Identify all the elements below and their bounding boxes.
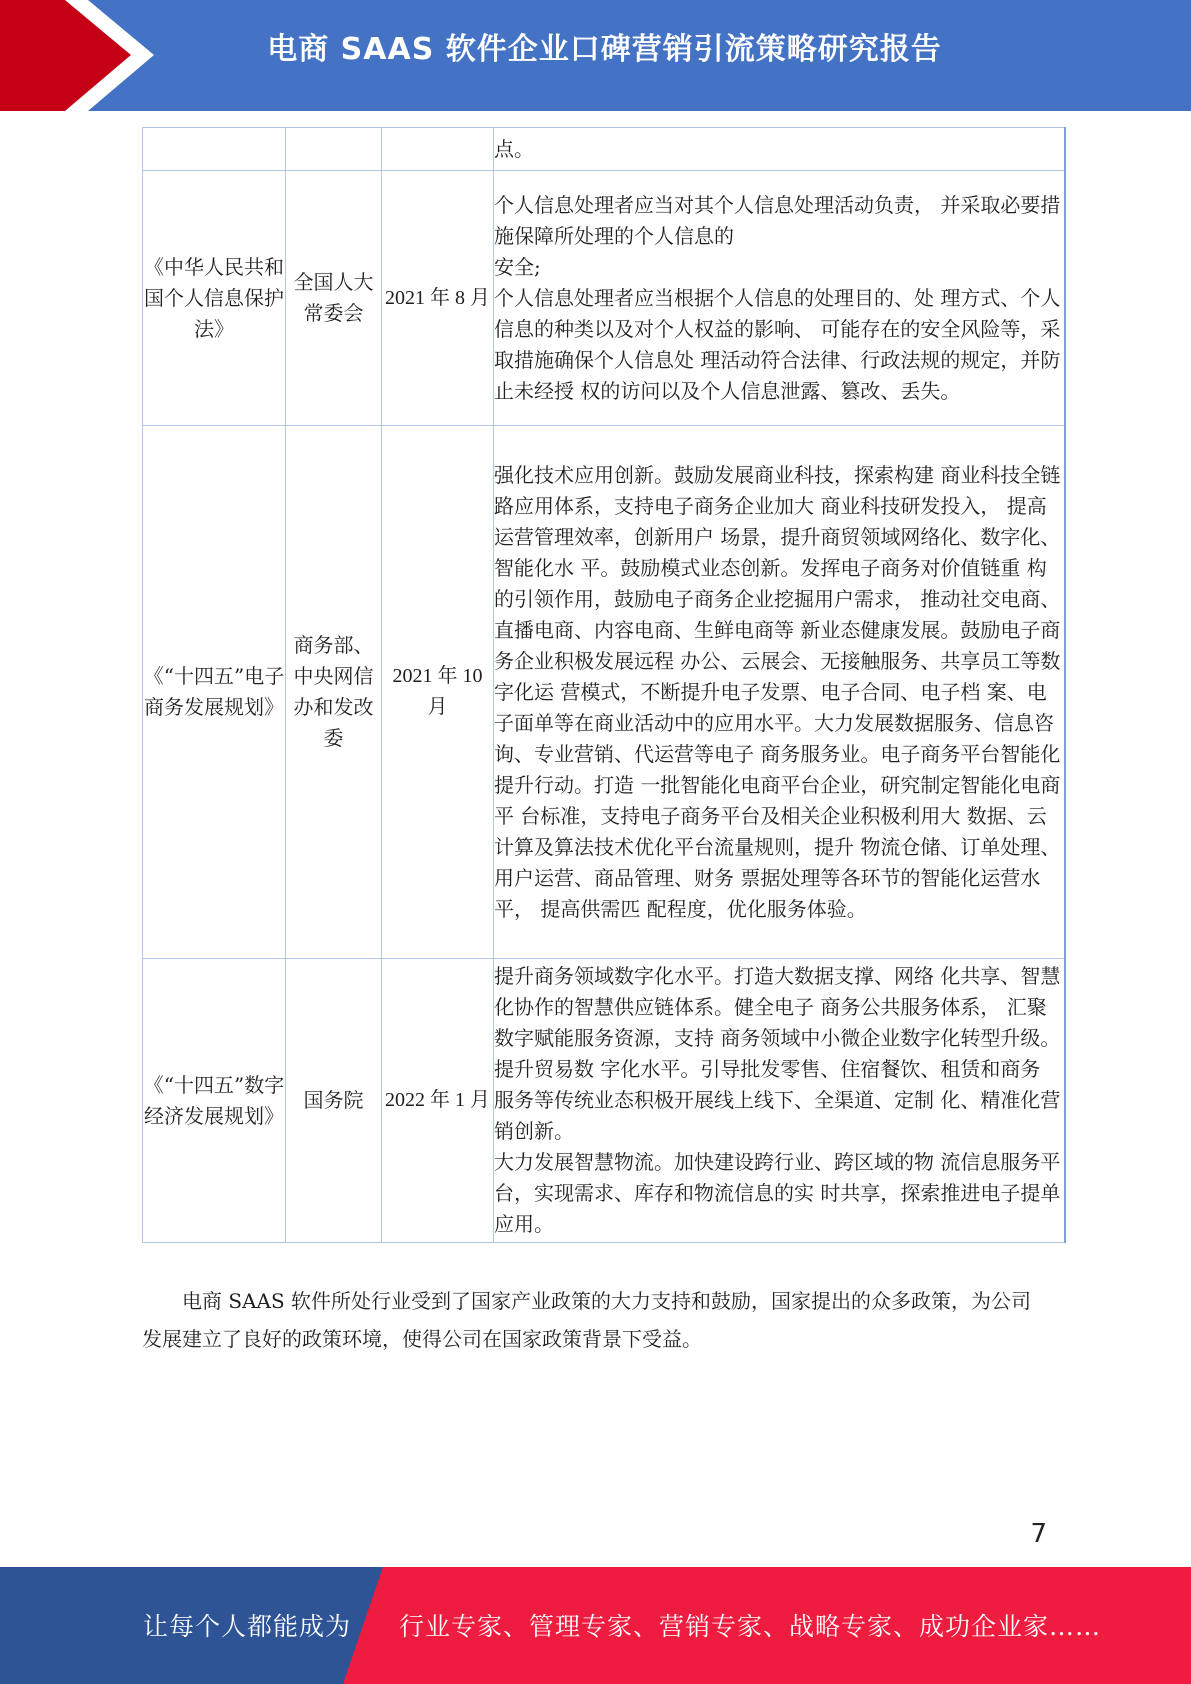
footer-slogan-left: 让每个人都能成为 — [143, 1612, 352, 1641]
page-footer — [0, 1567, 1191, 1684]
issuing-body-cell — [286, 128, 382, 171]
table-row — [143, 959, 1065, 1243]
policy-name-cell: 《“十四五”数字经济发展规划》 — [143, 959, 286, 1243]
policy-name-cell: 《中华人民共和国个人信息保护法》 — [143, 171, 286, 426]
issuing-body-cell: 商务部、中央网信办和发改委 — [286, 426, 382, 959]
policy-content-cell — [494, 128, 1065, 171]
policy-content-text: 强化技术应用创新。鼓励发展商业科技，探索构建 商业科技全链路应用体系，支持电子商务企业加大 商业科技研发投入， 提高运营管理效率，创新用户 场景，提升商贸领域网络化、数字化、智能化水 平。鼓励模式业态创新。发挥电子商务对价值链重 构的引领作用，鼓励电子商务企业挖掘用户需求， 推动社交电商、直播电商、内容电商、生鲜电商等 新业态健康发展。鼓励电子商务企业积极发展远程 办公、云展会、无接触服务、共享员工等数字化运 营模式，不断提升电子发票、电子合同、电子档 案、电子面单等在商业活动中的应用水平。大力发展数据服务、信息咨询、专业营销、代运营等电子 商务服务业。电子商务平台智能化提升行动。打造 一批智能化电商平台企业，研究制定智能化电商平 台标准，支持电子商务平台及相关企业积极利用大 数据、云计算及算法技术优化平台流量规则，提升 物流仓储、订单处理、用户运营、商品管理、财务 票据处理等各环节的智能化运营水平， 提高供需匹 配程度，优化服务体验。 — [494, 462, 1061, 921]
issuing-body-cell: 全国人大常委会 — [286, 171, 382, 426]
footer-slogan-right: 行业专家、管理专家、营销专家、战略专家、成功企业家…… — [399, 1612, 1102, 1641]
policy-content-text: 点。 — [494, 136, 534, 161]
policy-content-cell — [494, 426, 1065, 959]
issue-date-cell: 2021 年 8 月 — [382, 171, 494, 426]
policy-content-text: 个人信息处理者应当对其个人信息处理活动负责， 并采取必要措施保障所处理的个人信息的 — [494, 192, 1061, 248]
policy-content-text: 个人信息处理者应当根据个人信息的处理目的、处 理方式、个人信息的种类以及对个人权益的影响、 可能存在的安全风险等，采取措施确保个人信息处 理活动符合法律、行政法规的规定，并防止未经授 权的访问以及个人信息泄露、篡改、丢失。 — [494, 285, 1061, 403]
page-header — [0, 0, 1191, 111]
policy-name-cell — [143, 128, 286, 171]
table-row — [143, 426, 1065, 959]
policy-content-cell — [494, 959, 1065, 1243]
issuing-body-cell: 国务院 — [286, 959, 382, 1243]
policy-name-cell: 《“十四五”电子商务发展规划》 — [143, 426, 286, 959]
policy-table — [142, 127, 1066, 1243]
policy-content-text: 提升商务领域数字化水平。打造大数据支撑、网络 化共享、智慧化协作的智慧供应链体系。健全电子 商务公共服务体系， 汇聚数字赋能服务资源，支持 商务领域中小微企业数字化转型升级。提升贸易数 字化水平。引导批发零售、住宿餐饮、租赁和商务 服务等传统业态积极开展线上线下、全渠道、定制 化、精准化营销创新。 — [494, 964, 1061, 1143]
issue-date-cell: 2022 年 1 月 — [382, 959, 494, 1243]
report-title: 电商 SAAS 软件企业口碑营销引流策略研究报告 — [267, 32, 942, 67]
page-number: 7 — [1030, 1519, 1047, 1549]
policy-content-cell — [494, 171, 1065, 426]
table-row — [143, 128, 1065, 171]
issue-date-cell — [382, 128, 494, 171]
body-paragraph: 电商 SAAS 软件所处行业受到了国家产业政策的大力支持和鼓励，国家提出的众多政策，为公司发展建立了良好的政策环境，使得公司在国家政策背景下受益。 — [142, 1289, 1032, 1351]
policy-content-text: 大力发展智慧物流。加快建设跨行业、跨区域的物 流信息服务平台，实现需求、库存和物流信息的实 时共享，探索推进电子提单应用。 — [494, 1150, 1061, 1236]
policy-content-text: 安全; — [494, 254, 541, 279]
table-row — [143, 171, 1065, 426]
issue-date-cell: 2021 年 10 月 — [382, 426, 494, 959]
